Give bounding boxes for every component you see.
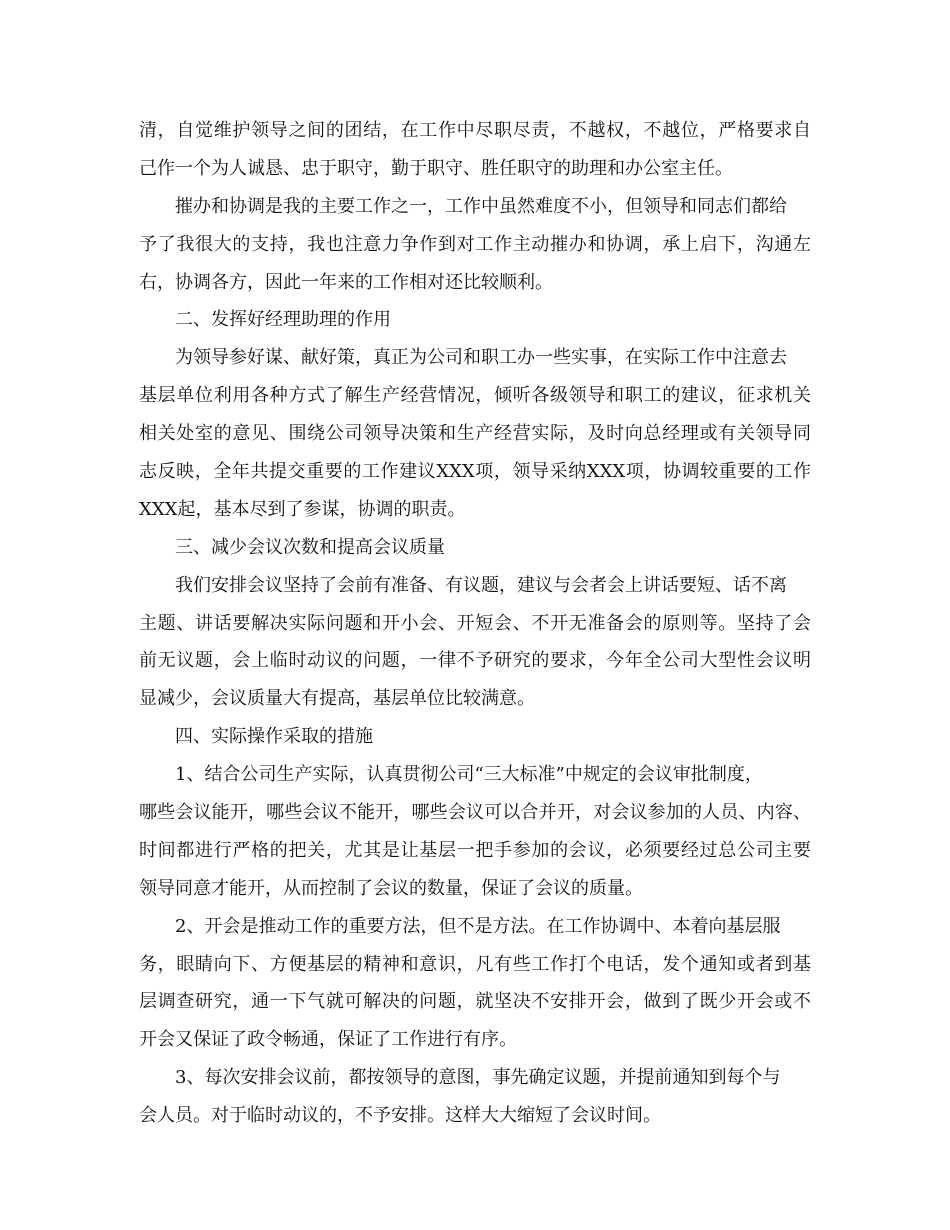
text-line: 清，自觉维护领导之间的团结，在工作中尽职尽责，不越权，不越位，严格要求自 — [139, 120, 811, 141]
text-line: 我们安排会议坚持了会前有准备、有议题，建议与会者会上讲话要短、话不离 — [175, 574, 787, 596]
text-line: 摧办和协调是我的主要工作之一，工作中虽然难度不小，但领导和同志们都给 — [175, 195, 787, 217]
text-line: 志反映，全年共提交重要的工作建议XXX项，领导采纳XXX项，协调较重要的工作 — [139, 461, 811, 483]
text-line: 领导同意才能开，从而控制了会议的数量，保证了会议的质量。 — [139, 877, 643, 899]
text-line: 四、实际操作采取的措施 — [175, 726, 373, 748]
text-line: 主题、讲话要解决实际问题和开小会、开短会、不开无准备会的原则等。坚持了会 — [139, 612, 811, 634]
text-line: 哪些会议能开，哪些会议不能开，哪些会议可以合并开，对会议参加的人员、内容、 — [139, 802, 811, 824]
text-line: 相关处室的意见、围绕公司领导决策和生产经营实际，及时向总经理或有关领导同 — [139, 423, 811, 445]
text-line: 1、结合公司生产实际，认真贯彻公司“三大标准”中规定的会议审批制度， — [175, 764, 763, 786]
document-body — [139, 112, 811, 1135]
text-line: 为领导参好谋、献好策，真正为公司和职工办一些实事，在实际工作中注意去 — [175, 347, 787, 369]
text-line: 前无议题，会上临时动议的问题，一律不予研究的要求，今年全公司大型性会议明 — [139, 650, 811, 672]
text-line: XXX起，基本尽到了参谋，协调的职责。 — [139, 498, 466, 520]
text-line: 基层单位利用各种方式了解生产经营情况，倾听各级领导和职工的建议，征求机关 — [139, 385, 811, 407]
text-line: 予了我很大的支持，我也注意力争作到对工作主动摧办和协调，承上启下，沟通左 — [139, 233, 811, 255]
text-line: 二、发挥好经理助理的作用 — [175, 309, 391, 331]
text-line: 右，协调各方，因此一年来的工作相对还比较顺利。 — [139, 271, 553, 293]
text-line: 时间都进行严格的把关，尤其是让基层一把手参加的会议，必须要经过总公司主要 — [139, 839, 811, 861]
text-line: 己作一个为人诚恳、忠于职守，勤于职守、胜任职守的助理和办公室主任。 — [139, 157, 733, 179]
text-line: 3、每次安排会议前，都按领导的意图，事先确定议题，并提前通知到每个与 — [175, 1067, 781, 1089]
text-line: 显减少，会议质量大有提高，基层单位比较满意。 — [139, 688, 535, 710]
text-line: 2、开会是推动工作的重要方法，但不是方法。在工作协调中、本着向基层服 — [175, 915, 781, 937]
text-line: 三、减少会议次数和提高会议质量 — [175, 536, 445, 558]
text-line: 开会又保证了政令畅通，保证了工作进行有序。 — [139, 1029, 517, 1051]
text-line: 会人员。对于临时动议的，不予安排。这样大大缩短了会议时间。 — [139, 1105, 661, 1127]
text-line: 层调查研究，通一下气就可解决的问题，就坚决不安排开会，做到了既少开会或不 — [139, 991, 811, 1013]
text-line: 务，眼睛向下、方便基层的精神和意识，凡有些工作打个电话，发个通知或者到基 — [139, 953, 811, 975]
